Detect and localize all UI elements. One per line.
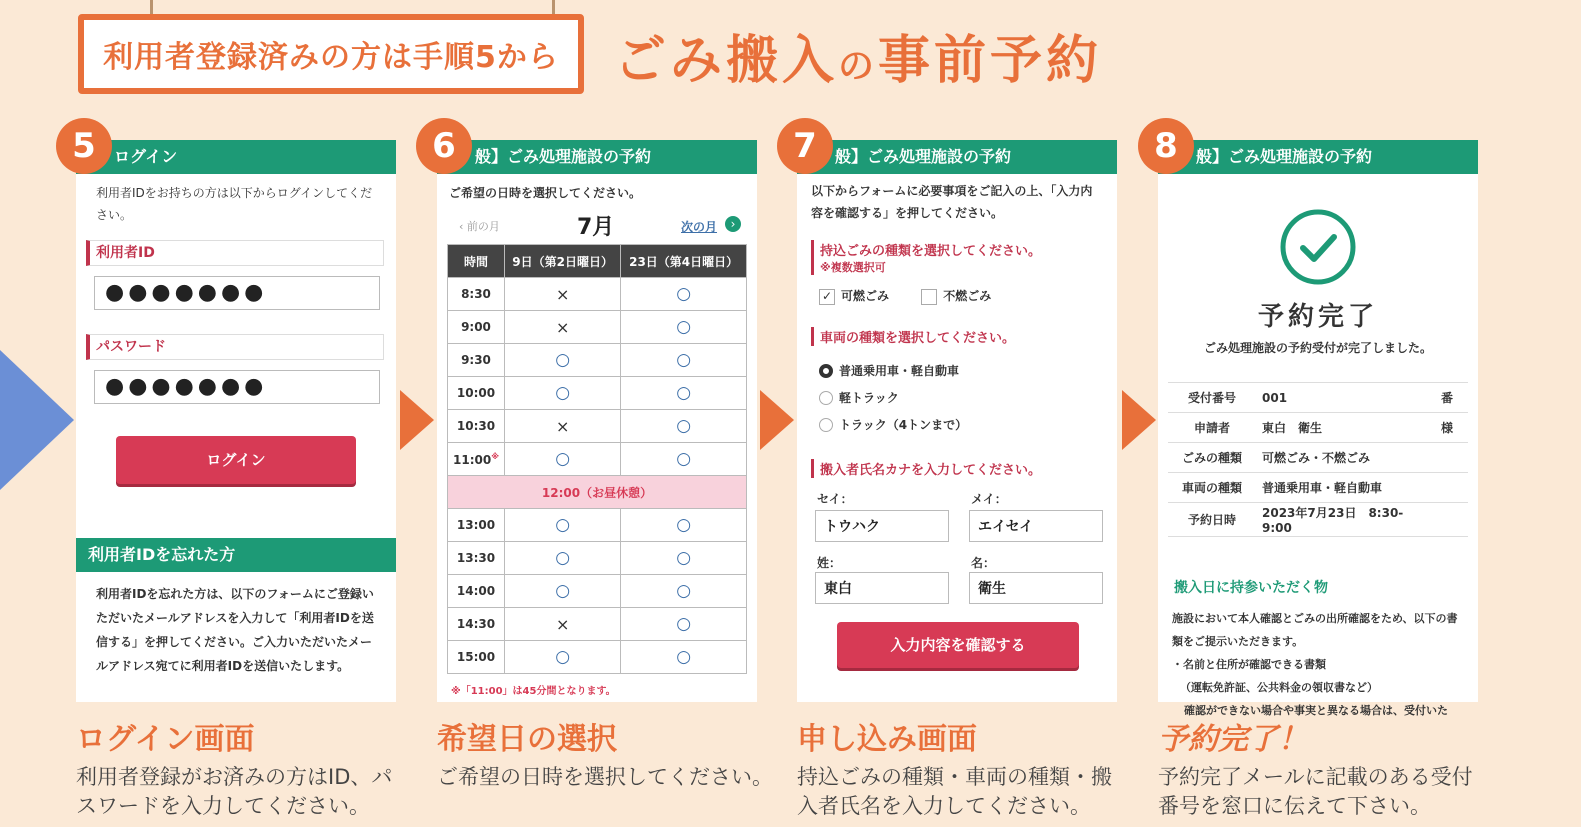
forgot-id-title: 利用者IDを忘れた方 xyxy=(76,538,396,572)
prev-month-link[interactable] xyxy=(459,218,500,234)
circle-icon: ○ xyxy=(676,581,692,601)
caption-title-8: 予約完了！ xyxy=(1158,722,1308,757)
calendar-table xyxy=(447,244,747,674)
form-panel xyxy=(797,140,1117,702)
caption-title-6: 希望日の選択 xyxy=(437,722,617,757)
forgot-id-text: 利用者IDを忘れた方は、以下のフォームにご登録いただいたメールアドレスを入力して「利用者IDを送信する」を押してください。ご入力いただいたメールアドレス宛てに利用者IDを送信いたします。 xyxy=(96,587,374,673)
header-badge-text: 利用者登録済みの方は手順5から xyxy=(103,40,559,75)
circle-icon: ○ xyxy=(676,515,692,535)
cross-icon: × xyxy=(555,416,570,436)
calendar-row xyxy=(448,410,747,443)
radio-vehicle-3[interactable] xyxy=(819,412,1117,439)
slot-available[interactable] xyxy=(621,278,747,311)
vehicle-3-label: トラック（4トンまで） xyxy=(839,417,968,432)
title-part1: ごみ搬入 xyxy=(614,31,839,91)
calendar-bar: 般】ごみ処理施設の予約 xyxy=(437,140,757,174)
info-suffix: 番 xyxy=(1426,383,1468,413)
complete-bar: 般】ごみ処理施設の予約 xyxy=(1158,140,1478,174)
info-suffix xyxy=(1426,473,1468,503)
circle-icon: ○ xyxy=(555,548,571,568)
confirm-button[interactable]: 入力内容を確認する xyxy=(837,622,1079,668)
calendar-panel xyxy=(437,140,757,702)
info-row xyxy=(1168,473,1468,503)
info-value: 2023年7月23日 8:30-9:00 xyxy=(1256,503,1426,537)
caption-body-8: 予約完了メールに記載のある受付番号を窓口に伝えて下さい。 xyxy=(1158,765,1473,818)
circle-icon: ○ xyxy=(676,416,692,436)
radio-empty-icon xyxy=(819,418,833,432)
bring-more: 確認ができない場合や事実と異なる場合は、受付いた xyxy=(1184,704,1448,717)
mei-input[interactable]: エイセイ xyxy=(969,510,1103,542)
complete-title: 予約完了 xyxy=(1257,302,1378,332)
prev-month-label: 前の月 xyxy=(466,220,500,233)
login-bar: ログイン xyxy=(76,140,396,174)
slot-time-label: 10:00 xyxy=(456,386,496,400)
step-arrow-icon xyxy=(1122,390,1156,450)
next-month-link[interactable]: 次の月 xyxy=(681,220,718,234)
burnable-label: 可燃ごみ xyxy=(841,289,890,303)
calendar-intro: ご希望の日時を選択してください。 xyxy=(449,186,642,200)
circle-icon: ○ xyxy=(555,647,571,667)
info-key: 車両の種類 xyxy=(1168,473,1256,503)
check-circle-icon xyxy=(1158,208,1478,290)
password-label: パスワード xyxy=(86,334,384,360)
calendar-row xyxy=(448,377,747,410)
calendar-row xyxy=(448,608,747,641)
complete-message: ごみ処理施設の予約受付が完了しました。 xyxy=(1203,341,1432,355)
calendar-row xyxy=(448,278,747,311)
password-input[interactable]: ●●●●●●● xyxy=(94,370,380,404)
slot-time xyxy=(448,509,505,542)
cross-icon: × xyxy=(555,284,570,304)
first-name-label: 名： xyxy=(971,555,996,570)
caption-body-6: ご希望の日時を選択してください。 xyxy=(437,765,773,789)
vehicle-2-label: 軽トラック xyxy=(839,390,899,405)
slot-time-label: 13:30 xyxy=(456,551,496,565)
slot-time xyxy=(448,641,505,674)
lunch-row xyxy=(448,476,747,509)
bring-item-detail: （運転免許証、公共料金の領収書など） xyxy=(1180,681,1378,694)
slot-available[interactable] xyxy=(621,311,747,344)
info-row xyxy=(1168,413,1468,443)
slot-time-label: 13:00 xyxy=(456,518,496,532)
slot-time-label: 10:30 xyxy=(456,419,496,433)
slot-time-label: 8:30 xyxy=(461,287,491,301)
bring-text: 施設において本人確認とごみの出所確認をため、以下の書類をご提示いただきます。 xyxy=(1172,612,1458,648)
waste-note: ※複数選択可 xyxy=(820,261,886,274)
big-arrow-icon xyxy=(0,350,74,490)
slot-time-label: 11:00 xyxy=(453,452,492,467)
caption-title-7: 申し込み画面 xyxy=(797,722,977,757)
slot-available[interactable] xyxy=(621,641,747,674)
info-row xyxy=(1168,503,1468,537)
bring-title: 搬入日に持参いただく物 xyxy=(1174,580,1328,596)
reservation-info-table xyxy=(1168,382,1468,537)
lunch-label: 12:00（お昼休憩） xyxy=(448,476,747,509)
last-name-label: 姓： xyxy=(817,555,842,570)
slot-available[interactable] xyxy=(621,377,747,410)
mei-label: メイ： xyxy=(971,491,1007,506)
checkbox-empty-icon xyxy=(921,289,937,305)
calendar-row xyxy=(448,311,747,344)
caption-title-5: ログイン画面 xyxy=(76,722,255,757)
caption-body-5: 利用者登録がお済みの方はID、パスワードを入力してください。 xyxy=(76,765,393,818)
slot-time xyxy=(448,542,505,575)
user-id-label: 利用者ID xyxy=(86,240,384,266)
circle-icon: ○ xyxy=(555,383,571,403)
circle-icon: ○ xyxy=(555,581,571,601)
chevron-right-icon[interactable]: › xyxy=(725,216,741,232)
info-suffix xyxy=(1426,443,1468,473)
check-icon: ✓ xyxy=(819,289,835,305)
slot-time-label: 14:30 xyxy=(456,617,496,631)
calendar-row xyxy=(448,641,747,674)
radio-vehicle-2[interactable] xyxy=(819,385,1117,412)
slot-time xyxy=(448,443,505,476)
slot-time xyxy=(448,344,505,377)
login-button[interactable]: ログイン xyxy=(116,436,356,484)
radio-selected-icon xyxy=(819,364,833,378)
slot-time xyxy=(448,311,505,344)
circle-icon: ○ xyxy=(676,548,692,568)
calendar-note: ※「11:00」は45分間となります。 xyxy=(451,686,616,697)
info-value: 可燃ごみ・不燃ごみ xyxy=(1256,443,1426,473)
slot-unavailable xyxy=(505,278,621,311)
checkbox-burnable[interactable] xyxy=(819,289,889,303)
info-key: 申請者 xyxy=(1168,413,1256,443)
calendar-row xyxy=(448,443,747,476)
last-name-input[interactable]: 東白 xyxy=(815,572,949,604)
info-row xyxy=(1168,383,1468,413)
circle-icon: ○ xyxy=(676,614,692,634)
slot-time xyxy=(448,608,505,641)
slot-unavailable xyxy=(505,311,621,344)
slot-available[interactable] xyxy=(621,608,747,641)
slot-available[interactable] xyxy=(621,344,747,377)
chevron-left-icon: ‹ xyxy=(459,220,467,233)
slot-available[interactable] xyxy=(621,410,747,443)
slot-available[interactable] xyxy=(621,542,747,575)
slot-time xyxy=(448,278,505,311)
slot-available[interactable] xyxy=(621,509,747,542)
title-no: の xyxy=(838,46,879,87)
step-arrow-icon xyxy=(400,390,434,450)
calendar-row xyxy=(448,344,747,377)
sei-label: セイ： xyxy=(817,491,853,506)
calendar-row xyxy=(448,509,747,542)
circle-icon: ○ xyxy=(555,350,571,370)
circle-icon: ○ xyxy=(676,647,692,667)
slot-available[interactable] xyxy=(505,641,621,674)
slot-time-label: 9:30 xyxy=(461,353,491,367)
slot-time-label: 15:00 xyxy=(456,650,496,664)
info-key: 受付番号 xyxy=(1168,383,1256,413)
info-key: ごみの種類 xyxy=(1168,443,1256,473)
slot-time-label: 14:00 xyxy=(456,584,496,598)
form-intro: 以下からフォームに必要事項をご記入の上、「入力内容を確認する」を押してください。 xyxy=(811,184,1093,220)
info-key: 予約日時 xyxy=(1168,503,1256,537)
circle-icon: ○ xyxy=(676,284,692,304)
slot-available[interactable] xyxy=(621,575,747,608)
info-value: 普通乗用車・軽自動車 xyxy=(1256,473,1426,503)
bring-item: ・名前と住所が確認できる書類 xyxy=(1172,658,1326,671)
radio-empty-icon xyxy=(819,391,833,405)
nonburnable-label: 不燃ごみ xyxy=(943,289,992,303)
circle-icon: ○ xyxy=(555,515,571,535)
cross-icon: × xyxy=(555,317,570,337)
col-day-a: 9日（第2日曜日） xyxy=(505,245,621,278)
slot-time-label: 9:00 xyxy=(461,320,491,334)
info-value: 001 xyxy=(1256,383,1426,413)
caption-body-7: 持込ごみの種類・車両の種類・搬入者氏名を入力してください。 xyxy=(797,765,1112,818)
info-row xyxy=(1168,443,1468,473)
slot-time xyxy=(448,410,505,443)
step-number-7: 7 xyxy=(777,118,833,174)
slot-available[interactable] xyxy=(505,542,621,575)
col-day-b: 23日（第4日曜日） xyxy=(621,245,747,278)
complete-panel xyxy=(1158,140,1478,717)
circle-icon: ○ xyxy=(676,350,692,370)
info-value: 東白 衛生 xyxy=(1256,413,1426,443)
calendar-row xyxy=(448,575,747,608)
login-intro: 利用者IDをお持ちの方は以下からログインしてください。 xyxy=(96,186,373,222)
slot-available[interactable] xyxy=(505,443,621,476)
col-time: 時間 xyxy=(448,245,505,278)
login-panel xyxy=(76,140,396,702)
first-name-input[interactable]: 衛生 xyxy=(969,572,1103,604)
vehicle-1-label: 普通乗用車・軽自動車 xyxy=(839,363,960,378)
page-title xyxy=(614,18,1102,93)
slot-unavailable xyxy=(505,410,621,443)
circle-icon: ○ xyxy=(555,449,571,469)
step-number-6: 6 xyxy=(416,118,472,174)
cross-icon: × xyxy=(555,614,570,634)
waste-question: 持込ごみの種類を選択してください。 xyxy=(820,244,1042,259)
slot-available[interactable] xyxy=(505,377,621,410)
calendar-row xyxy=(448,542,747,575)
current-month: 7月 xyxy=(577,215,615,240)
slot-note-mark: ※ xyxy=(491,451,499,461)
step-arrow-icon xyxy=(760,390,794,450)
circle-icon: ○ xyxy=(676,317,692,337)
sei-input[interactable]: トウハク xyxy=(815,510,949,542)
step-number-8: 8 xyxy=(1138,118,1194,174)
form-bar: 般】ごみ処理施設の予約 xyxy=(797,140,1117,174)
slot-time xyxy=(448,575,505,608)
slot-available[interactable] xyxy=(505,575,621,608)
header-badge xyxy=(78,14,584,94)
slot-time xyxy=(448,377,505,410)
title-part2: 事前予約 xyxy=(878,31,1103,91)
user-id-input[interactable]: ●●●●●●● xyxy=(94,276,380,310)
circle-icon: ○ xyxy=(676,383,692,403)
info-suffix xyxy=(1426,503,1468,537)
name-question: 搬入者氏名カナを入力してください。 xyxy=(811,459,1117,478)
slot-available[interactable] xyxy=(505,344,621,377)
info-suffix: 様 xyxy=(1426,413,1468,443)
slot-available[interactable] xyxy=(505,509,621,542)
slot-available[interactable] xyxy=(621,443,747,476)
vehicle-question: 車両の種類を選択してください。 xyxy=(811,327,1117,346)
circle-icon: ○ xyxy=(676,449,692,469)
radio-vehicle-1[interactable] xyxy=(819,358,1117,385)
step-number-5: 5 xyxy=(56,118,112,174)
slot-unavailable xyxy=(505,608,621,641)
checkbox-nonburnable[interactable] xyxy=(921,289,991,303)
